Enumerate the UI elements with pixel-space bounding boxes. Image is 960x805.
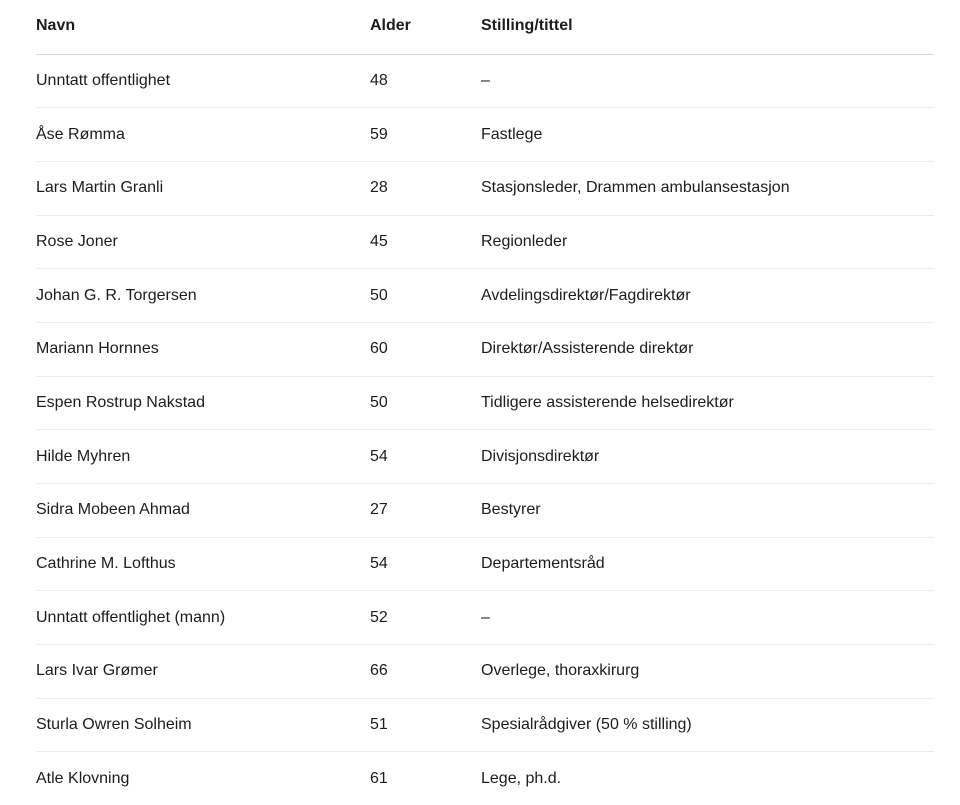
cell-position: Regionleder [481, 215, 934, 269]
cell-age: 28 [370, 161, 481, 215]
header-row [36, 0, 934, 54]
cell-position: – [481, 54, 934, 108]
table-row [36, 484, 934, 538]
cell-name: Unntatt offentlighet (mann) [36, 591, 370, 645]
cell-name: Hilde Myhren [36, 430, 370, 484]
table-row [36, 54, 934, 108]
cell-name: Johan G. R. Torgersen [36, 269, 370, 323]
cell-position: Avdelingsdirektør/Fagdirektør [481, 269, 934, 323]
table-row [36, 322, 934, 376]
table-body [36, 54, 934, 805]
table-row [36, 215, 934, 269]
cell-age: 50 [370, 269, 481, 323]
table-row [36, 108, 934, 162]
cell-age: 48 [370, 54, 481, 108]
cell-age: 45 [370, 215, 481, 269]
cell-name: Lars Ivar Grømer [36, 645, 370, 699]
table-row [36, 269, 934, 323]
cell-position: Overlege, thoraxkirurg [481, 645, 934, 699]
cell-position: Direktør/Assisterende direktør [481, 322, 934, 376]
cell-name: Cathrine M. Lofthus [36, 537, 370, 591]
cell-position: Tidligere assisterende helsedirektør [481, 376, 934, 430]
cell-age: 59 [370, 108, 481, 162]
cell-name: Sturla Owren Solheim [36, 698, 370, 752]
cell-name: Unntatt offentlighet [36, 54, 370, 108]
table-row [36, 645, 934, 699]
cell-age: 51 [370, 698, 481, 752]
table-header [36, 0, 934, 54]
cell-name: Lars Martin Granli [36, 161, 370, 215]
table-row [36, 161, 934, 215]
cell-name: Espen Rostrup Nakstad [36, 376, 370, 430]
cell-position: Lege, ph.d. [481, 769, 562, 787]
cell-age: 66 [370, 645, 481, 699]
cell-name: Mariann Hornnes [36, 322, 370, 376]
cell-position: Departementsråd [481, 537, 934, 591]
table-row [36, 430, 934, 484]
table-row [36, 752, 934, 805]
cell-age: 50 [370, 376, 481, 430]
cell-age: 54 [370, 430, 481, 484]
cell-name: Sidra Mobeen Ahmad [36, 484, 370, 538]
cell-age: 60 [370, 322, 481, 376]
column-header-name: Navn [36, 0, 370, 54]
column-header-age: Alder [370, 0, 481, 54]
cell-age: 61 [370, 769, 388, 787]
people-table-container [36, 0, 934, 805]
cell-name: Åse Rømma [36, 108, 370, 162]
table-row [36, 537, 934, 591]
cell-age: 27 [370, 484, 481, 538]
column-header-position: Stilling/tittel [481, 0, 934, 54]
cell-position: Spesialrådgiver (50 % stilling) [481, 698, 934, 752]
cell-name: Rose Joner [36, 215, 370, 269]
table-row [36, 698, 934, 752]
cell-position: Fastlege [481, 108, 934, 162]
cell-position: Stasjonsleder, Drammen ambulansestasjon [481, 161, 934, 215]
cell-age: 52 [370, 591, 481, 645]
table-row [36, 591, 934, 645]
table-row [36, 376, 934, 430]
cell-position: Divisjonsdirektør [481, 430, 934, 484]
cell-position: – [481, 591, 934, 645]
cell-position: Bestyrer [481, 484, 934, 538]
people-table [36, 0, 934, 805]
cell-age: 54 [370, 537, 481, 591]
cell-name: Atle Klovning [36, 769, 130, 787]
